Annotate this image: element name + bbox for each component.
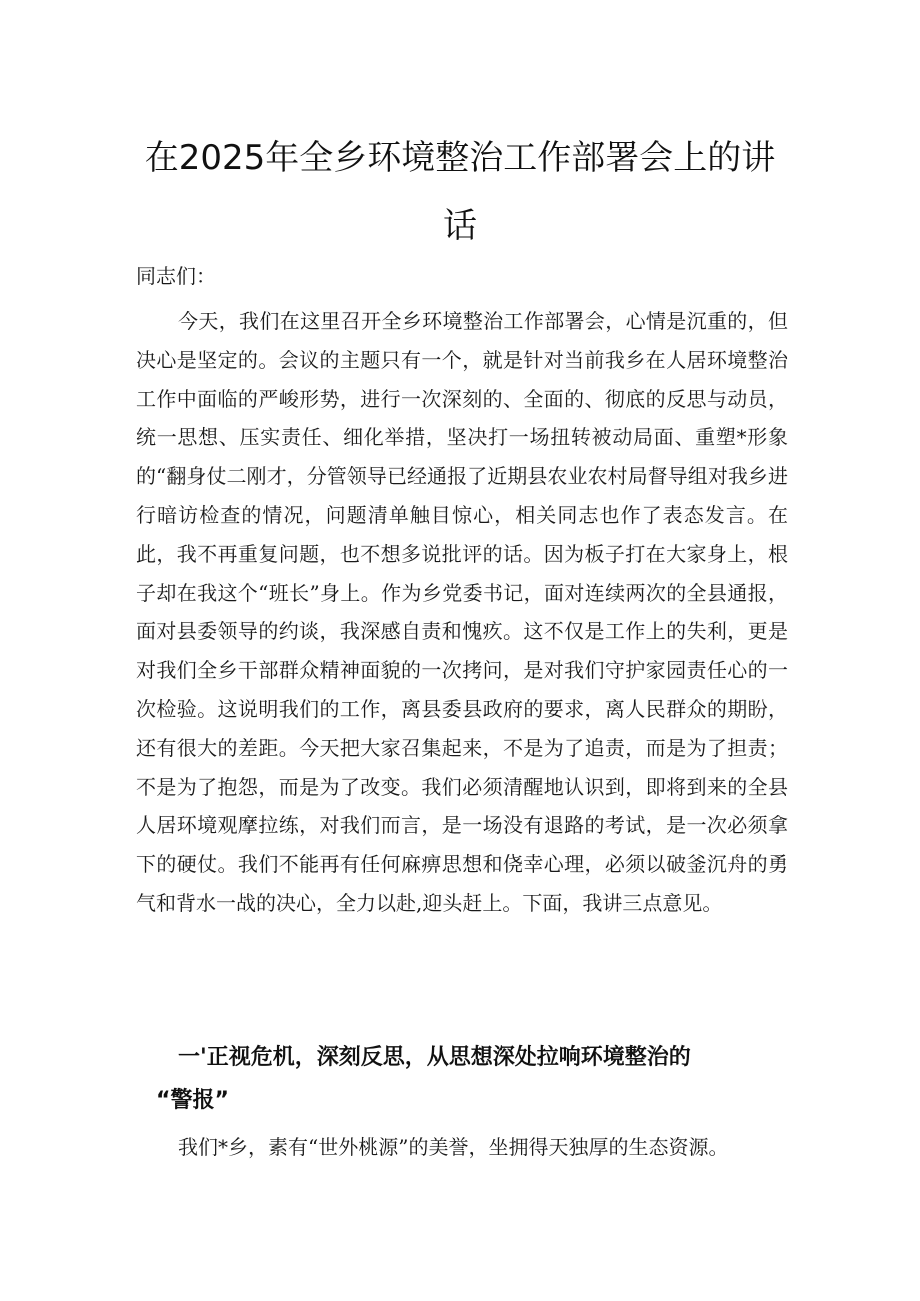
document-title-line-2: 话 xyxy=(443,206,477,246)
salutation: 同志们： xyxy=(136,264,216,288)
section-heading-1-line-1: 一'正视危机，深刻反思，从思想深处拉响环境整治的 xyxy=(178,1045,691,1070)
document-title-line-1: 在2025年全乡环境整治工作部署会上的讲 xyxy=(144,138,776,178)
section-1-paragraph: 我们*乡，素有“世外桃源”的美誉，坐拥得天独厚的生态资源。 xyxy=(178,1135,729,1159)
opening-paragraph: 今天，我们在这里召开全乡环境整治工作部署会，心情是沉重的，但决心是坚定的。会议的主题只有一个，就是针对当前我乡在人居环境整治工作中面临的严峻形势，进行一次深刻的、全面的、彻底的反思与动员，统一思想、压实责任、细化举措，坚决打一场扭转被动局面、重塑*形象的“翻身仗二刚才，分管领导已经通报了近期县农业农村局督导组对我乡进行暗访检查的情况，问题清单触目惊心，相关同志也作了表态发言。在此，我不再重复问题，也不想多说批评的话。因为板子打在大家身上，根子却在我这个“班长”身上。作为乡党委书记，面对连续两次的全县通报，面对县委领导的约谈，我深感自责和愧疚。这不仅是工作上的失利，更是对我们全乡干部群众精神面貌的一次拷问，是对我们守护家园责任心的一次检验。这说明我们的工作，离县委县政府的要求，离人民群众的期盼，还有很大的差距。今天把大家召集起来，不是为了追责，而是为了担责；不是为了抱怨，而是为了改变。我们必须清醒地认识到，即将到来的全县人居环境观摩拉练，对我们而言，是一场没有退路的考试，是一次必须拿下的硬仗。我们不能再有任何麻痹思想和侥幸心理，必须以破釜沉舟的勇气和背水一战的决心，全力以赴,迎头赶上。下面，我讲三点意见。 xyxy=(136,309,788,915)
section-heading-1-line-2: “警报” xyxy=(156,1088,229,1113)
